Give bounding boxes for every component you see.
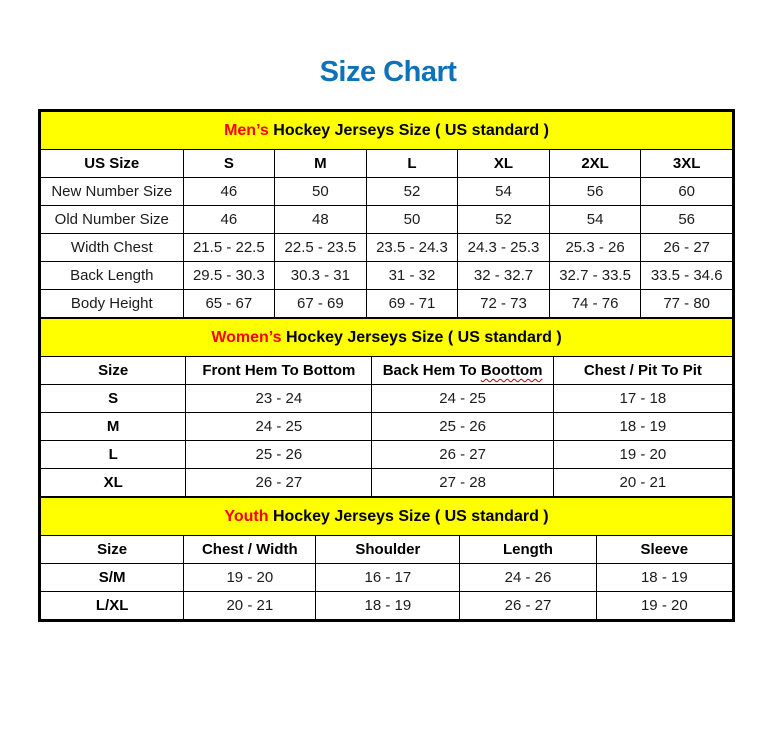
mens-size-cell: 25.3 - 26 [549, 234, 641, 262]
youth-size-cell: 24 - 26 [460, 564, 596, 592]
womens-row-label: L [41, 441, 186, 469]
header-text: Back Hem To [382, 362, 481, 379]
womens-column-header: Front Hem To Bottom [186, 357, 372, 385]
mens-banner-accent: Men’s [224, 121, 269, 139]
womens-column-header: Chest / Pit To Pit [553, 357, 732, 385]
mens-size-cell: 21.5 - 22.5 [183, 234, 275, 262]
mens-size-cell: 50 [366, 206, 458, 234]
mens-row-label: New Number Size [41, 178, 184, 206]
youth-banner-row [41, 498, 733, 536]
mens-column-header: 2XL [549, 150, 641, 178]
mens-size-cell: 77 - 80 [641, 290, 733, 318]
youth-data-row [41, 592, 733, 620]
mens-banner-row [41, 112, 733, 150]
mens-size-cell: 48 [275, 206, 367, 234]
mens-row-label: Body Height [41, 290, 184, 318]
youth-banner-text: Hockey Jerseys Size ( US standard ) [268, 507, 549, 525]
womens-data-row [41, 469, 733, 497]
womens-data-row [41, 413, 733, 441]
youth-column-header: Size [41, 536, 184, 564]
youth-header-row [41, 536, 733, 564]
mens-size-cell: 56 [549, 178, 641, 206]
youth-size-cell: 18 - 19 [596, 564, 732, 592]
mens-size-cell: 65 - 67 [183, 290, 275, 318]
youth-column-header: Length [460, 536, 596, 564]
youth-size-cell: 26 - 27 [460, 592, 596, 620]
mens-size-cell: 60 [641, 178, 733, 206]
youth-row-label: S/M [41, 564, 184, 592]
womens-size-cell: 23 - 24 [186, 385, 372, 413]
womens-size-cell: 27 - 28 [372, 469, 553, 497]
womens-row-label: S [41, 385, 186, 413]
size-chart-document [0, 56, 776, 622]
mens-row-label: Back Length [41, 262, 184, 290]
mens-size-cell: 52 [458, 206, 550, 234]
youth-size-cell: 18 - 19 [316, 592, 460, 620]
womens-row-label: XL [41, 469, 186, 497]
womens-size-cell: 17 - 18 [553, 385, 732, 413]
youth-data-row [41, 564, 733, 592]
mens-size-cell: 67 - 69 [275, 290, 367, 318]
mens-data-row [41, 178, 733, 206]
mens-row-label: Old Number Size [41, 206, 184, 234]
mens-size-cell: 22.5 - 23.5 [275, 234, 367, 262]
mens-size-cell: 54 [549, 206, 641, 234]
mens-row-label: Width Chest [41, 234, 184, 262]
womens-size-cell: 24 - 25 [372, 385, 553, 413]
womens-banner-row [41, 319, 733, 357]
mens-column-header: S [183, 150, 275, 178]
womens-column-header: Size [41, 357, 186, 385]
womens-banner-text: Hockey Jerseys Size ( US standard ) [281, 328, 562, 346]
womens-data-row [41, 385, 733, 413]
youth-column-header: Chest / Width [184, 536, 316, 564]
womens-header-row [41, 357, 733, 385]
womens-size-cell: 19 - 20 [553, 441, 732, 469]
mens-banner-text: Hockey Jerseys Size ( US standard ) [268, 121, 549, 139]
womens-data-row [41, 441, 733, 469]
youth-row-label: L/XL [41, 592, 184, 620]
mens-size-cell: 72 - 73 [458, 290, 550, 318]
youth-banner-accent: Youth [224, 507, 269, 525]
mens-data-row [41, 206, 733, 234]
youth-column-header: Shoulder [316, 536, 460, 564]
size-chart-tables [38, 109, 735, 622]
youth-banner-cell [41, 498, 733, 536]
youth-size-cell: 19 - 20 [184, 564, 316, 592]
mens-size-table [40, 111, 733, 318]
womens-size-cell: 25 - 26 [372, 413, 553, 441]
womens-banner-cell [41, 319, 733, 357]
mens-header-row [41, 150, 733, 178]
womens-size-cell: 20 - 21 [553, 469, 732, 497]
mens-size-cell: 31 - 32 [366, 262, 458, 290]
mens-size-cell: 26 - 27 [641, 234, 733, 262]
womens-size-cell: 26 - 27 [372, 441, 553, 469]
youth-size-cell: 20 - 21 [184, 592, 316, 620]
mens-column-header: US Size [41, 150, 184, 178]
womens-size-cell: 18 - 19 [553, 413, 732, 441]
mens-size-cell: 54 [458, 178, 550, 206]
mens-size-cell: 24.3 - 25.3 [458, 234, 550, 262]
mens-data-row [41, 262, 733, 290]
womens-size-table [40, 318, 733, 497]
mens-size-cell: 50 [275, 178, 367, 206]
page-title: Size Chart [319, 56, 457, 88]
youth-size-cell: 16 - 17 [316, 564, 460, 592]
mens-size-cell: 69 - 71 [366, 290, 458, 318]
womens-size-cell: 25 - 26 [186, 441, 372, 469]
womens-banner-accent: Women’s [211, 328, 282, 346]
mens-size-cell: 56 [641, 206, 733, 234]
youth-column-header: Sleeve [596, 536, 732, 564]
mens-size-cell: 33.5 - 34.6 [641, 262, 733, 290]
mens-size-cell: 46 [183, 178, 275, 206]
mens-data-row [41, 234, 733, 262]
womens-column-header [372, 357, 553, 385]
mens-column-header: XL [458, 150, 550, 178]
mens-size-cell: 32 - 32.7 [458, 262, 550, 290]
mens-size-cell: 52 [366, 178, 458, 206]
mens-size-cell: 29.5 - 30.3 [183, 262, 275, 290]
youth-size-table [40, 497, 733, 620]
womens-size-cell: 24 - 25 [186, 413, 372, 441]
womens-row-label: M [41, 413, 186, 441]
mens-data-row [41, 290, 733, 318]
mens-size-cell: 74 - 76 [549, 290, 641, 318]
mens-column-header: 3XL [641, 150, 733, 178]
mens-size-cell: 30.3 - 31 [275, 262, 367, 290]
mens-banner-cell [41, 112, 733, 150]
mens-column-header: M [275, 150, 367, 178]
misspelled-word: Boottom [480, 362, 543, 379]
mens-column-header: L [366, 150, 458, 178]
mens-size-cell: 23.5 - 24.3 [366, 234, 458, 262]
mens-size-cell: 46 [183, 206, 275, 234]
mens-size-cell: 32.7 - 33.5 [549, 262, 641, 290]
youth-size-cell: 19 - 20 [596, 592, 732, 620]
womens-size-cell: 26 - 27 [186, 469, 372, 497]
